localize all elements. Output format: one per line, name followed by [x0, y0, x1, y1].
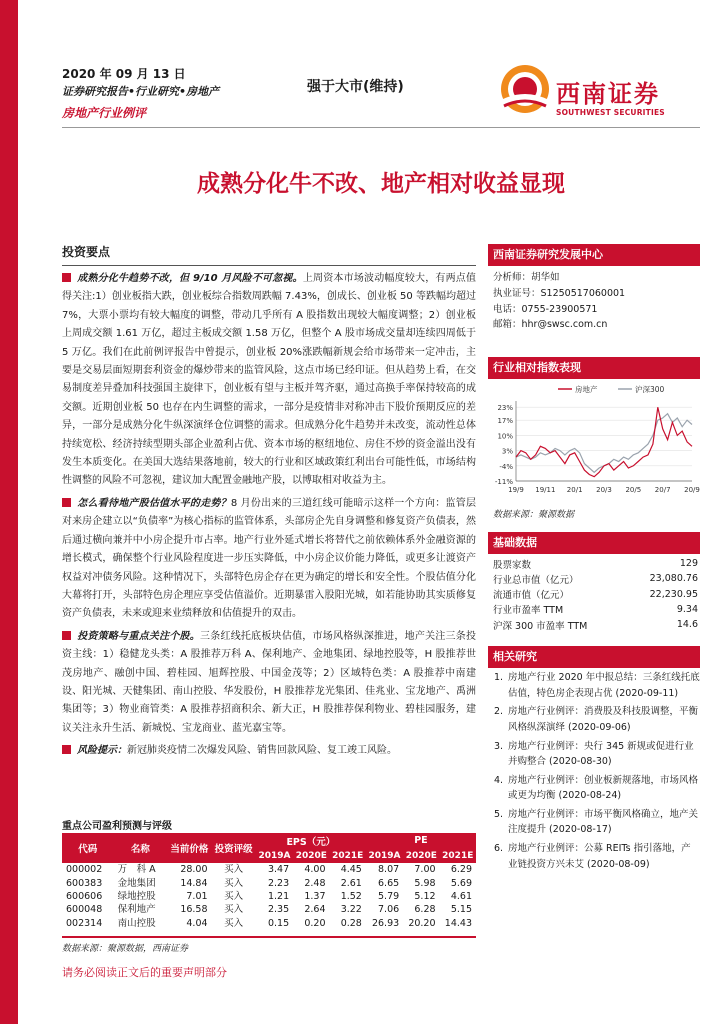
- col-year: 2019A: [256, 848, 293, 863]
- analyst-name: 分析师：胡华如: [493, 272, 560, 283]
- col-eps: EPS（元）: [256, 833, 366, 848]
- basic-data-row: [488, 602, 700, 617]
- paragraph-strategy: [62, 628, 476, 738]
- related-item[interactable]: [488, 807, 700, 838]
- bullet-icon: [62, 745, 71, 754]
- table-cell: 6.29: [450, 864, 472, 876]
- basic-data-table: [488, 556, 700, 632]
- table-cell: 7.00: [414, 864, 436, 876]
- table-cell: 5.15: [450, 904, 472, 916]
- paragraph-risk: [62, 742, 476, 760]
- series-line: [516, 407, 692, 477]
- table-cell: 买入: [224, 890, 244, 902]
- col-year: 2019A: [366, 848, 403, 863]
- header-divider: [62, 127, 700, 128]
- col-code: 代码: [62, 833, 114, 863]
- perf-chart-bar: 行业相对指数表现: [488, 357, 700, 379]
- basic-data-value: 22,230.95: [649, 588, 698, 600]
- related-item-text: 房地产行业 2020 年中报总结：三条红线托底估值，特色房企表现占优 (2020-09-11): [508, 672, 700, 699]
- table-cell: 000002: [66, 864, 103, 876]
- table-cell: 南山控股: [117, 917, 156, 929]
- col-pe: PE: [366, 833, 476, 848]
- basic-data-label: 股票家数: [493, 559, 532, 571]
- paragraph-title: 怎么看待地产股估值水平的走势？: [77, 497, 231, 509]
- x-tick-label: 20/7: [654, 486, 671, 495]
- stock-forecast-table: [62, 833, 476, 930]
- related-research-list: [488, 670, 700, 872]
- table-cell: 保利地产: [117, 904, 156, 916]
- logo-english-name: SOUTHWEST SECURITIES: [556, 108, 665, 117]
- table-cell: 6.28: [414, 904, 436, 916]
- analyst-email: 邮箱：hhr@swsc.com.cn: [493, 319, 608, 331]
- bullet-icon: [62, 273, 71, 282]
- paragraph-body: 三条红线托底板块估值，市场风格纵深推进，地产关注三条投资主线：1）稳健龙头类：A 股推荐万科 A、保利地产、金地集团、绿地控股等，H 股推荐世茂房地产、融创中国、碧桂园、旭辉控股、中国金茂等；2）区域特色类：A 股推荐中南建设、阳光城、天健集团、南山控股、华发股份，H 股推荐龙光集团、佳兆业、宝龙地产、禹洲集团等；3）物业商管类：A 股推荐招商积余、新大正，H 股推荐保利物业、碧桂园服务，建议关注永升生活、新城悦、宝龙商业、蓝光嘉宝等。: [62, 630, 476, 734]
- table-cell: 0.20: [304, 917, 326, 929]
- basic-data-row: [488, 587, 700, 602]
- x-tick-label: 19/9: [508, 486, 524, 495]
- paragraph-trend: [62, 270, 476, 491]
- report-title: 成熟分化牛不改、地产相对收益显现: [197, 171, 565, 197]
- table-cell: 600048: [66, 904, 103, 916]
- basic-data-value: 23,080.76: [649, 573, 698, 585]
- x-tick-label: 20/1: [566, 486, 583, 495]
- report-date: 2020 年 09 月 13 日: [62, 67, 186, 81]
- table-row: [62, 863, 476, 876]
- table-cell: 7.01: [186, 890, 208, 902]
- table-cell: 2.61: [340, 877, 362, 889]
- table-cell: 绿地控股: [117, 890, 156, 902]
- table-cell: 600606: [66, 890, 103, 902]
- table-cell: 金地集团: [117, 877, 156, 889]
- x-tick-label: 20/3: [596, 486, 612, 495]
- table-cell: 1.37: [304, 890, 326, 902]
- table-cell: 4.61: [450, 890, 472, 902]
- industry-rating: 强于大市(维持): [307, 79, 404, 95]
- table-cell: 14.84: [180, 877, 208, 889]
- col-name: 名称: [114, 833, 168, 863]
- table-cell: 4.00: [304, 864, 326, 876]
- table-cell: 26.93: [371, 917, 400, 929]
- table-cell: 买入: [224, 904, 244, 916]
- paragraph-title: 成熟分化牛趋势不改，但 9/10 月风险不可忽视。: [77, 273, 303, 284]
- paragraph-valuation: [62, 495, 476, 624]
- related-item-number: 2.: [494, 706, 504, 718]
- table-row: [62, 890, 476, 903]
- y-tick-label: 10%: [497, 432, 513, 441]
- report-name: 房地产行业例评: [62, 106, 147, 120]
- basic-data-label: 沪深 300 市盈率 TTM: [493, 620, 588, 632]
- x-tick-label: 19/11: [535, 486, 556, 495]
- table-cell: 20.20: [408, 917, 436, 929]
- legend-label: 沪深300: [635, 385, 665, 395]
- report-type: 证券研究报告•行业研究•房地产: [62, 85, 220, 98]
- paragraph-title: 投资策略与重点关注个股。: [77, 630, 200, 642]
- y-tick-label: -11%: [494, 478, 513, 487]
- related-item-number: 5.: [494, 808, 504, 820]
- table-cell: 16.58: [180, 904, 208, 916]
- related-item-text: 房地产行业例评：央行 345 新规或促进行业并购整合 (2020-08-30): [508, 740, 694, 768]
- table-cell: 1.52: [340, 890, 362, 902]
- stock-table-title: 重点公司盈利预测与评级: [62, 821, 172, 832]
- table-cell: 3.47: [267, 864, 290, 876]
- bullet-icon: [62, 498, 71, 507]
- basic-data-row: [488, 617, 700, 632]
- analyst-info: [488, 270, 700, 333]
- table-cell: 2.64: [304, 904, 326, 916]
- chart-source: 数据来源：聚源数据: [493, 510, 575, 521]
- related-item-number: 1.: [494, 672, 504, 684]
- analyst-license: 执业证号：S1250517060001: [493, 287, 626, 299]
- logo-chinese-name: 西南证券: [556, 79, 660, 108]
- basic-data-bar: 基础数据: [488, 532, 700, 554]
- logo-sun-icon: [498, 62, 552, 120]
- col-year: 2021E: [440, 848, 476, 863]
- table-cell: 1.21: [267, 890, 290, 902]
- table-cell: 2.35: [267, 904, 290, 916]
- related-item-number: 6.: [494, 843, 504, 855]
- y-tick-label: -4%: [499, 462, 513, 471]
- related-item[interactable]: [488, 739, 700, 770]
- table-cell: 5.98: [414, 877, 436, 889]
- table-cell: 14.43: [444, 917, 472, 929]
- table-cell: 28.00: [180, 864, 208, 876]
- table-cell: 4.04: [186, 917, 208, 929]
- table-cell: 5.12: [414, 890, 436, 902]
- disclaimer-footer: 请务必阅读正文后的重要声明部分: [62, 966, 227, 979]
- col-year: 2021E: [330, 848, 366, 863]
- paragraph-body: 8 月份出来的三道红线可能暗示这样一个方向：监管层对来房企建立以“负债率”为核心指标的监管体系，头部房企先自身调整和修复资产负债表，然后通过横向兼并中小房企提升市占率。地产行业外延式增长将替代之前依赖体系外金融资源的增长模式，确保整个行业风险程度进一步压实降低，中小房企议价能力降低，或更多让渡资产权益对冲债务风险。这种情况下，头部特色房企存在更为确定的增长和安全性。个股估值分化大幕将打开，头部特色房企理应享受估值溢价。近期暴雷入股阳光城，如若能协助其实质修复资产负债表，未来或迎来业绩释放和估值提升的双击。: [62, 497, 477, 620]
- table-cell: 0.28: [340, 917, 362, 929]
- company-logo: [498, 62, 698, 122]
- table-cell: 6.65: [378, 877, 400, 889]
- paragraph-body: 新冠肺炎疫情二次爆发风险、销售回款风险、复工竣工风险。: [127, 745, 397, 757]
- legend-label: 房地产: [575, 385, 598, 395]
- related-item-text: 房地产行业例评：创业板新规落地，市场风格或更为均衡 (2020-08-24): [508, 774, 699, 802]
- table-cell: 0.15: [267, 917, 290, 929]
- table-cell: 2.48: [304, 877, 326, 889]
- table-source: 数据来源：聚源数据，西南证券: [62, 944, 189, 954]
- y-tick-label: 3%: [501, 447, 513, 456]
- section-divider: [62, 265, 476, 266]
- related-research-bar: 相关研究: [488, 646, 700, 668]
- y-tick-label: 23%: [497, 404, 513, 413]
- related-item-text: 房地产行业例评：市场平衡风格确立，地产关注度提升 (2020-08-17): [508, 808, 699, 836]
- analyst-phone: 电话：0755-23900571: [493, 303, 598, 315]
- basic-data-row: [488, 556, 700, 571]
- basic-data-label: 行业市盈率 TTM: [493, 605, 564, 617]
- table-cell: 买入: [224, 864, 244, 876]
- basic-data-row: [488, 571, 700, 586]
- related-item-text: 房地产行业例评：消费股及科技股调整，平衡风格纵深演绎 (2020-09-06): [508, 706, 699, 733]
- col-price: 当前价格: [167, 833, 211, 863]
- table-cell: 万 科 A: [117, 864, 156, 876]
- relative-performance-chart: [488, 379, 700, 499]
- bullet-icon: [62, 631, 71, 640]
- table-cell: 600383: [66, 877, 103, 889]
- paragraph-title: 风险提示：: [77, 745, 127, 757]
- col-year: 2020E: [403, 848, 439, 863]
- table-row: [62, 903, 476, 916]
- table-row: [62, 917, 476, 930]
- col-rating: 投资评级: [212, 833, 256, 863]
- table-cell: 买入: [224, 917, 244, 929]
- related-item[interactable]: [488, 704, 700, 735]
- sidebar: [488, 244, 700, 875]
- table-row: [62, 876, 476, 889]
- series-line: [516, 414, 692, 473]
- y-tick-label: 17%: [497, 417, 513, 426]
- table-bottom-rule: [62, 936, 476, 938]
- x-tick-label: 20/9: [684, 486, 700, 495]
- table-cell: 5.69: [450, 877, 472, 889]
- basic-data-value: 9.34: [676, 603, 698, 615]
- basic-data-value: 14.6: [676, 619, 698, 631]
- left-accent-stripe: [0, 0, 18, 1024]
- table-cell: 8.07: [378, 864, 400, 876]
- related-item[interactable]: [488, 841, 700, 872]
- table-cell: 买入: [224, 877, 244, 889]
- related-item-text: 房地产行业例评：公募 REITs 指引落地，产业链投资方兴未艾 (2020-08-09): [508, 843, 691, 870]
- related-item[interactable]: [488, 773, 700, 804]
- related-item-number: 4.: [494, 774, 504, 786]
- table-cell: 4.45: [340, 864, 362, 876]
- table-cell: 7.06: [378, 904, 400, 916]
- research-center-bar: 西南证券研究发展中心: [488, 244, 700, 266]
- x-tick-label: 20/5: [625, 486, 642, 495]
- basic-data-value: 129: [679, 558, 698, 570]
- basic-data-label: 行业总市值（亿元）: [493, 574, 579, 586]
- table-cell: 002314: [66, 917, 103, 929]
- report-header-info: [62, 66, 282, 121]
- table-cell: 3.22: [340, 904, 362, 916]
- related-item[interactable]: [488, 670, 700, 701]
- related-item-number: 3.: [494, 740, 504, 752]
- table-cell: 5.79: [378, 890, 400, 902]
- table-cell: 2.23: [267, 877, 290, 889]
- investment-highlights: [62, 244, 476, 761]
- paragraph-body: 上周资本市场波动幅度较大，有两点值得关注:1）创业板指大跌，创业板综合指数周跌幅 7.43%，创成长、创业板 50 等跌幅均超过 7%，大票小票均有较大幅度的调整，带动几乎所有 A 股指数出现较大幅度调整；2）创业板上周成交额 1.61 万亿，超过主板成交额 1.58 万亿，但整个 A 股市场成交量却连续四周低于 5 万亿。我们在此前例评报告中曾提示，创业板 20%涨跌幅新规会给市场带来一定冲击，主要是交易层面短期套利资金的爆炒带来的监管风险，这点市场已经印证。但从趋势上看，在交易制度差异叠加科技强国主旋律下，创业板有望与主板并驾齐驱，通过高换手率保持较高的成交额。近期创业板 50 也存在内生调整的需求，一部分是疫情非对称冲击下股价预期反应的差异，一部分是成熟分化牛纵深演绎仓位调整的需求。但成熟分化牛趋势并未改变，流动性总体持续宽松、经济持续型期头部企业盈利占优、资本市场的枢纽地位、房住不炒的资金溢出没有发生本质变化。在美国大选结果落地前，较大的行业和区域政策红利出台可能性低，市场结构性调整的风险不可忽视，建议加大配置金融地产股，以博取相对收益为主。: [62, 273, 477, 487]
- section-heading: 投资要点: [62, 245, 111, 259]
- basic-data-label: 流通市值（亿元）: [493, 590, 570, 602]
- col-year: 2020E: [293, 848, 329, 863]
